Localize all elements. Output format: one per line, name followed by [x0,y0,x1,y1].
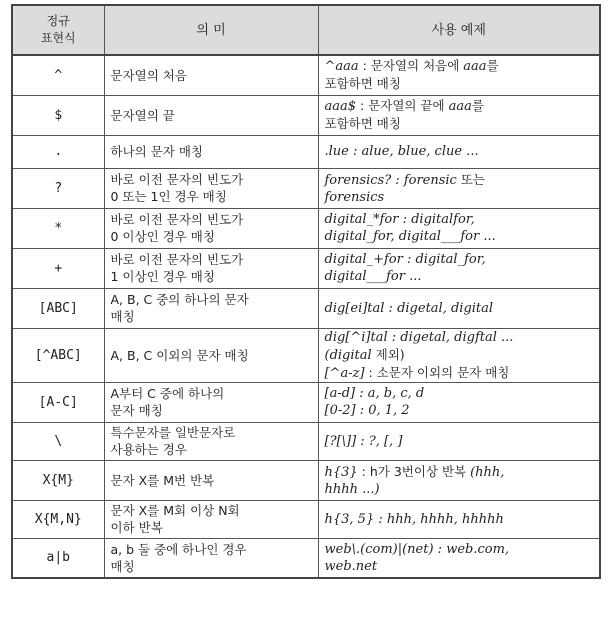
example-text: [^a-z] [324,365,365,381]
example-cell [318,382,600,422]
example-text: web.net [324,558,378,574]
meaning-cell [104,95,318,135]
table-row [12,208,600,248]
example-text: hhhh ...) [324,481,380,497]
meaning-line: 문자열의 처음 [110,67,187,83]
example-text: 포함하면 매칭 [324,116,401,131]
example-text: h{3, 5} : hhh, hhhh, hhhhh [324,511,504,527]
expression-cell: . [12,135,104,168]
example-text: : 문자열의 끝에 [356,98,449,113]
example-cell [318,248,600,288]
example-line [325,433,594,450]
meaning-line: 1 이상인 경우 매칭 [110,269,215,284]
example-line [325,511,594,528]
table-row [12,288,600,328]
expression-cell: + [12,248,104,288]
expression-cell: [^ABC] [12,328,104,382]
regex-table-container [11,4,599,579]
example-cell [318,328,600,382]
meaning-line: 매칭 [110,309,135,324]
table-row [12,422,600,460]
example-line [325,228,594,245]
expression-cell: X{M} [12,460,104,500]
example-line [325,171,594,189]
table-row [12,538,600,578]
example-text: 포함하면 매칭 [324,76,401,92]
table-row [12,168,600,208]
example-text: : 소문자 이외의 문자 매칭 [364,364,510,380]
example-line [325,143,594,160]
header-expression-line2: 표현식 [40,31,76,45]
example-text: ^aaa [324,59,359,75]
example-text: digital_+for : digital_for, [324,252,486,267]
example-text: dig[^i]tal : digetal, digftal ... [324,329,514,345]
meaning-cell [104,208,318,248]
expression-cell: * [12,208,104,248]
header-expression-line1: 정규 [46,14,70,28]
example-text: 를 [486,58,499,74]
example-line [325,189,594,206]
example-text: web\.(com)|(net) : web.com, [324,541,510,557]
table-row [12,382,600,422]
example-cell [318,208,600,248]
example-text: aaa [463,59,487,75]
meaning-cell [104,422,318,460]
example-text: (hhh, [470,464,505,480]
expression-cell: \ [12,422,104,460]
example-line [325,329,594,346]
example-cell [318,95,600,135]
meaning-line: 0 이상인 경우 매칭 [110,229,215,244]
meaning-line: 문자열의 끝 [110,107,175,123]
example-text: [?[\]] : ?, [, ] [324,433,403,449]
example-text: digital_for, digital___for ... [324,229,496,244]
example-text: : 문자열의 처음에 [358,58,464,74]
example-line [325,268,594,285]
meaning-line: 이하 반복 [110,520,163,535]
table-row [12,55,600,95]
example-line [325,463,594,481]
table-header-row [12,5,600,55]
header-example: 사용 예제 [318,5,600,55]
expression-cell: a|b [12,538,104,578]
meaning-cell [104,288,318,328]
meaning-cell [104,55,318,95]
example-text: 또는 [456,171,485,187]
example-text: 를 [471,98,484,113]
meaning-line: 특수문자를 일반문자로 [110,425,236,440]
meaning-line: 문자 X를 M번 반복 [110,472,215,488]
example-line [325,402,594,419]
example-cell [318,288,600,328]
meaning-line: 하나의 문자 매칭 [110,144,203,159]
meaning-line: 문자 X를 M회 이상 N회 [110,503,240,518]
example-text: [0-2] : 0, 1, 2 [324,403,410,418]
example-line [325,251,594,268]
example-text: aaa [448,99,472,114]
expression-cell: [ABC] [12,288,104,328]
meaning-cell [104,135,318,168]
meaning-cell [104,328,318,382]
example-line [325,300,594,317]
example-line [325,75,594,93]
table-body [12,55,600,578]
example-line [325,558,594,575]
example-text: digital___for ... [324,269,422,284]
table-row [12,95,600,135]
header-meaning: 의 미 [104,5,318,55]
example-line [325,364,594,382]
example-line [325,385,594,402]
example-text: 제외) [371,346,405,362]
table-row [12,500,600,538]
example-line [325,57,594,75]
meaning-line: A, B, C 중의 하나의 문자 [110,292,249,307]
example-line [325,115,594,133]
meaning-line: a, b 둘 중에 하나인 경우 [110,541,247,557]
meaning-line: 바로 이전 문자의 빈도가 [110,212,244,227]
table-row [12,248,600,288]
expression-cell: $ [12,95,104,135]
example-text: .lue : alue, blue, clue ... [324,144,479,159]
example-text: (digital [324,347,372,363]
example-line [325,481,594,498]
meaning-cell [104,382,318,422]
example-cell [318,168,600,208]
example-text: digital_*for : digitalfor, [324,212,475,227]
meaning-line: 매칭 [110,558,135,574]
meaning-cell [104,538,318,578]
meaning-cell [104,248,318,288]
meaning-line: 문자 매칭 [110,403,163,418]
meaning-cell [104,500,318,538]
example-line [325,541,594,558]
example-text: h{3} [324,464,358,480]
meaning-line: 바로 이전 문자의 빈도가 [110,172,244,187]
example-text: aaa$ [324,99,357,114]
expression-cell: [A-C] [12,382,104,422]
example-line [325,346,594,364]
example-text: dig[ei]tal : digetal, digital [324,300,494,316]
meaning-line: A부터 C 중에 하나의 [110,386,225,401]
example-text: [a-d] : a, b, c, d [324,386,425,401]
meaning-line: A, B, C 이외의 문자 매칭 [110,347,249,363]
expression-cell: ^ [12,55,104,95]
meaning-cell [104,460,318,500]
example-cell [318,135,600,168]
table-row [12,328,600,382]
example-cell [318,422,600,460]
meaning-line: 사용하는 경우 [110,442,187,457]
meaning-cell [104,168,318,208]
example-line [325,97,594,115]
regex-table [11,4,601,579]
header-expression [12,5,104,55]
table-row [12,135,600,168]
table-row [12,460,600,500]
meaning-line: 바로 이전 문자의 빈도가 [110,252,244,267]
expression-cell: X{M,N} [12,500,104,538]
example-text: forensics? : forensic [324,172,457,188]
example-cell [318,500,600,538]
meaning-line: 0 또는 1인 경우 매칭 [110,189,227,204]
example-text: : h가 3번이상 반복 [357,463,471,479]
example-text: forensics [324,189,385,205]
example-cell [318,460,600,500]
example-cell [318,55,600,95]
expression-cell: ? [12,168,104,208]
example-cell [318,538,600,578]
example-line [325,211,594,228]
